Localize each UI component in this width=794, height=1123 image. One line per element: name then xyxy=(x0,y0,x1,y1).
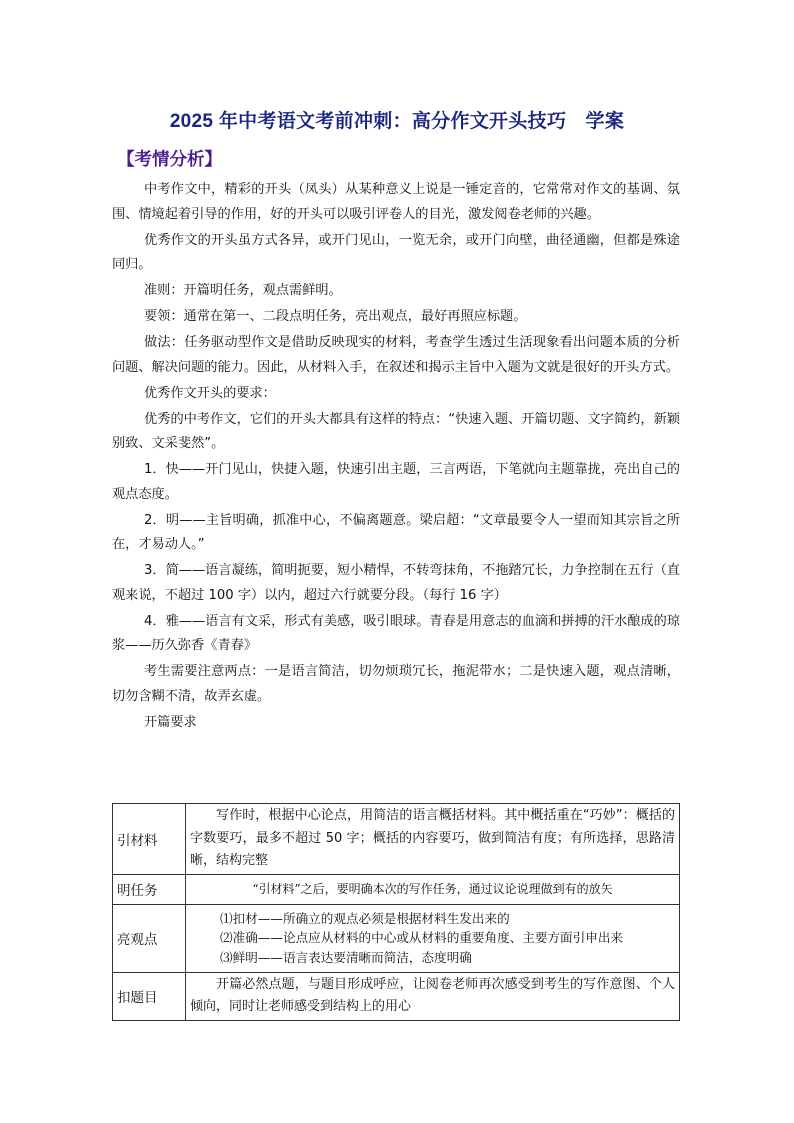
paragraph: 考生需要注意两点：一是语言简洁，切勿烦琐冗长，拖泥带水；二是快速入题，观点清晰，切勿含糊不清，故弄玄虚。 xyxy=(112,664,680,704)
paragraph: 3．简——语言凝练，简明扼要，短小精悍，不转弯抹角，不拖踏冗长，力争控制在五行（直观来说，不超过 100 字）以内，超过六行就要分段。（每行 16 字） xyxy=(112,563,680,603)
paragraph: 优秀的中考作文，它们的开头大都具有这样的特点：“快速入题、开篇切题、文字简约，新颖别致、文采斐然”。 xyxy=(112,411,680,451)
requirements-table xyxy=(112,803,680,1021)
paragraph: 优秀作文开头的要求： xyxy=(144,385,276,401)
row-label: 明任务 xyxy=(113,874,186,904)
table-row xyxy=(113,904,680,972)
paragraph: 1．快——开门见山，快捷入题，快速引出主题，三言两语，下笔就向主题靠拢，亮出自己的观点态度。 xyxy=(112,462,680,502)
table-row xyxy=(113,804,680,875)
row-content xyxy=(186,804,680,875)
paragraph: 2．明——主旨明确，抓准中心，不偏离题意。梁启超：“文章最要令人一望而知其宗旨之所在，才易动人。” xyxy=(112,512,680,552)
list-item: ⑵准确——论点应从材料的中心或从材料的重要角度、主要方面引申出来 xyxy=(220,930,623,946)
row-label: 扣题目 xyxy=(113,972,186,1020)
list-item: ⑶鲜明——语言表达要清晰而简洁，态度明确 xyxy=(220,949,472,965)
row-label: 引材料 xyxy=(113,804,186,875)
table-caption: 开篇要求 xyxy=(144,714,197,730)
paragraph: 做法：任务驱动型作文是借助反映现实的材料，考查学生透过生活现象看出问题本质的分析问题、解决问题的能力。因此，从材料入手，在叙述和揭示主旨中入题为文就是很好的开头方式。 xyxy=(112,335,680,375)
document-title: 2025 年中考语文考前冲刺：高分作文开头技巧 学案 xyxy=(169,111,625,132)
table-row xyxy=(113,972,680,1020)
cell-text: 开篇必然点题，与题目形成呼应，让阅卷老师再次感受到考生的写作意图、个人倾向，同时让老师感受到结构上的用心 xyxy=(190,976,675,1014)
paragraph: 准则：开篇明任务，观点需鲜明。 xyxy=(144,283,342,298)
paragraph: 要领：通常在第一、二段点明任务，亮出观点，最好再照应标题。 xyxy=(144,309,527,324)
cell-text: 写作时，根据中心论点，用简洁的语言概括材料。其中概括重在“巧妙”：概括的字数要巧，最多不超过 50 字；概括的内容要巧，做到简洁有度；有所选择，思路清晰，结构完整 xyxy=(190,808,675,868)
cell-text: “引材料”之后，要明确本次的写作任务，通过议论说理做到有的放矢 xyxy=(252,882,613,896)
list-item: ⑴扣材——所确立的观点必须是根据材料生发出来的 xyxy=(220,910,510,926)
section-heading: 【考情分析】 xyxy=(117,150,222,170)
row-content xyxy=(186,904,680,972)
paragraph: 优秀作文的开头虽方式各异，或开门见山，一览无余，或开门向壁，曲径通幽，但都是殊途同归。 xyxy=(112,232,680,272)
table-row xyxy=(113,874,680,904)
document-body xyxy=(112,178,680,737)
paragraph: 中考作文中，精彩的开头（凤头）从某种意义上说是一锤定音的，它常常对作文的基调、氛围、情境起着引导的作用，好的开头可以吸引评卷人的目光，激发阅卷老师的兴趣。 xyxy=(112,182,680,222)
row-content xyxy=(186,972,680,1020)
row-label: 亮观点 xyxy=(113,904,186,972)
paragraph: 4．雅——语言有文采，形式有美感，吸引眼球。青春是用意志的血滴和拼搏的汗水酿成的琼浆——历久弥香《青春》 xyxy=(112,613,680,653)
row-content xyxy=(186,874,680,904)
